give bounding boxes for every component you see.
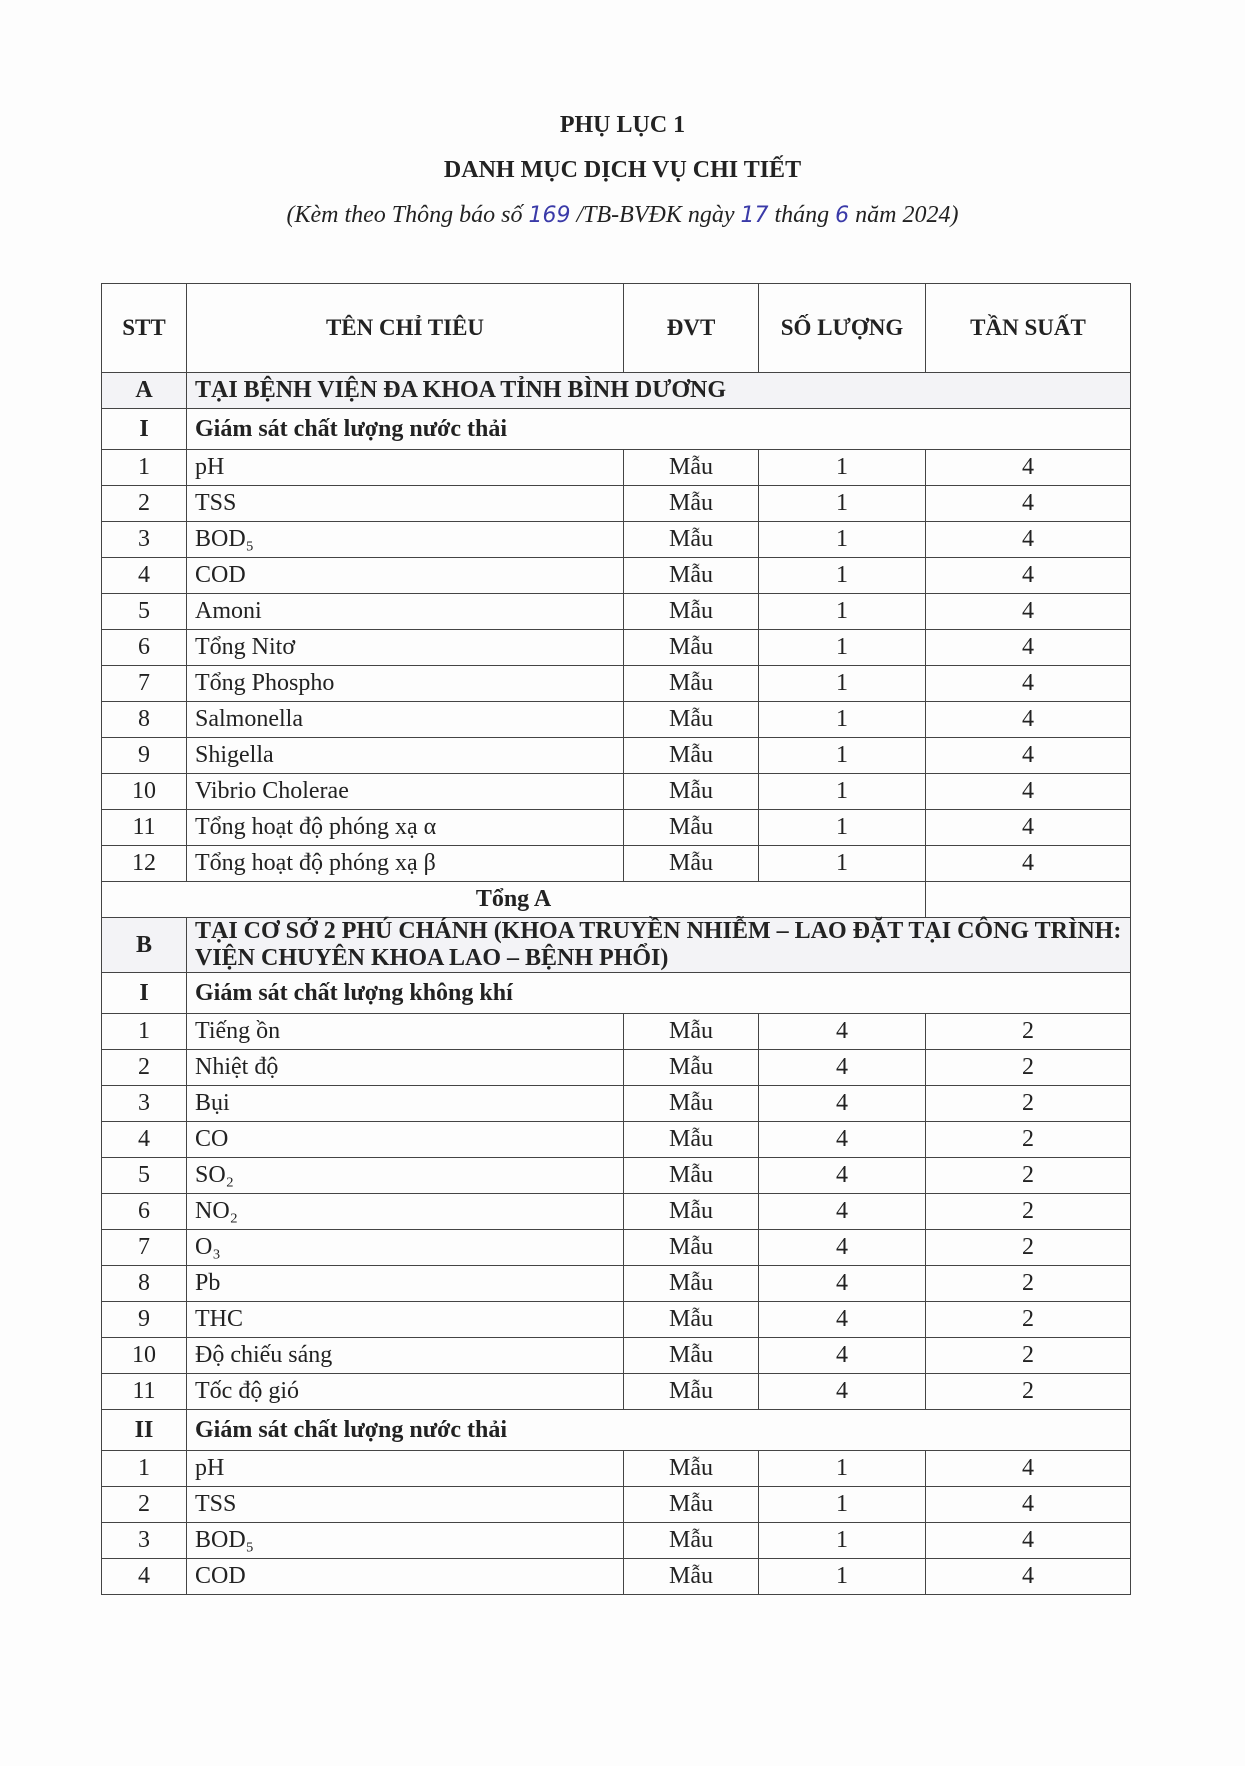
row-frequency: 2 (926, 1266, 1131, 1302)
row-unit: Mẫu (624, 594, 759, 630)
row-frequency: 4 (926, 666, 1131, 702)
row-unit: Mẫu (624, 1559, 759, 1595)
service-table (101, 283, 1131, 1595)
row-name: Shigella (187, 738, 624, 774)
row-stt: 9 (102, 738, 187, 774)
ref-number: 169 (528, 203, 571, 228)
row-name: BOD₅ (187, 1523, 624, 1559)
row-quantity: 4 (759, 1374, 926, 1410)
row-frequency: 4 (926, 738, 1131, 774)
table-row (102, 630, 1131, 666)
row-unit: Mẫu (624, 1302, 759, 1338)
row-frequency: 4 (926, 846, 1131, 882)
row-quantity: 1 (759, 666, 926, 702)
group-code: I (102, 409, 187, 450)
row-name: Tổng Phospho (187, 666, 624, 702)
row-name: COD (187, 1559, 624, 1595)
row-frequency: 2 (926, 1122, 1131, 1158)
row-name: Vibrio Cholerae (187, 774, 624, 810)
row-stt: 10 (102, 1338, 187, 1374)
row-quantity: 1 (759, 738, 926, 774)
row-name: pH (187, 450, 624, 486)
table-row (102, 810, 1131, 846)
row-quantity: 4 (759, 1338, 926, 1374)
row-stt: 11 (102, 810, 187, 846)
row-quantity: 4 (759, 1122, 926, 1158)
row-frequency: 2 (926, 1158, 1131, 1194)
row-quantity: 4 (759, 1230, 926, 1266)
row-frequency: 4 (926, 594, 1131, 630)
row-stt: 6 (102, 1194, 187, 1230)
row-name: TSS (187, 1487, 624, 1523)
table-row (102, 1158, 1131, 1194)
row-name: THC (187, 1302, 624, 1338)
table-row (102, 774, 1131, 810)
row-frequency: 2 (926, 1302, 1131, 1338)
table-row (102, 558, 1131, 594)
row-quantity: 1 (759, 846, 926, 882)
section-code: B (102, 918, 187, 973)
row-frequency: 4 (926, 522, 1131, 558)
row-stt: 9 (102, 1302, 187, 1338)
ref-month-label: tháng (768, 202, 836, 228)
row-stt: 8 (102, 1266, 187, 1302)
group-row (102, 409, 1131, 450)
row-name: Tổng hoạt độ phóng xạ β (187, 846, 624, 882)
row-unit: Mẫu (624, 558, 759, 594)
table-row (102, 1050, 1131, 1086)
row-frequency: 4 (926, 1559, 1131, 1595)
row-frequency: 2 (926, 1230, 1131, 1266)
table-row (102, 594, 1131, 630)
row-quantity: 1 (759, 594, 926, 630)
col-frequency: TẦN SUẤT (926, 284, 1131, 373)
table-row (102, 1338, 1131, 1374)
row-quantity: 4 (759, 1014, 926, 1050)
row-stt: 2 (102, 1487, 187, 1523)
ref-day: 17 (740, 203, 769, 228)
row-frequency: 4 (926, 630, 1131, 666)
ref-year: năm 2024) (849, 202, 959, 228)
group-row (102, 1410, 1131, 1451)
row-name: SO₂ (187, 1158, 624, 1194)
row-stt: 2 (102, 1050, 187, 1086)
row-unit: Mẫu (624, 1014, 759, 1050)
row-unit: Mẫu (624, 702, 759, 738)
table-row (102, 522, 1131, 558)
table-row (102, 1122, 1131, 1158)
row-frequency: 2 (926, 1014, 1131, 1050)
section-row (102, 373, 1131, 409)
row-unit: Mẫu (624, 1266, 759, 1302)
row-name: COD (187, 558, 624, 594)
row-stt: 7 (102, 666, 187, 702)
row-name: Amoni (187, 594, 624, 630)
row-stt: 3 (102, 1523, 187, 1559)
row-name: Tổng hoạt độ phóng xạ α (187, 810, 624, 846)
table-row (102, 1194, 1131, 1230)
row-name: pH (187, 1451, 624, 1487)
row-unit: Mẫu (624, 666, 759, 702)
row-stt: 11 (102, 1374, 187, 1410)
reference-line (0, 202, 1245, 229)
row-frequency: 4 (926, 1523, 1131, 1559)
row-quantity: 4 (759, 1158, 926, 1194)
row-quantity: 1 (759, 522, 926, 558)
row-frequency: 2 (926, 1050, 1131, 1086)
row-frequency: 2 (926, 1086, 1131, 1122)
row-unit: Mẫu (624, 450, 759, 486)
table-row (102, 1451, 1131, 1487)
row-unit: Mẫu (624, 810, 759, 846)
row-frequency: 4 (926, 702, 1131, 738)
row-name: Pb (187, 1266, 624, 1302)
row-quantity: 1 (759, 450, 926, 486)
row-unit: Mẫu (624, 1122, 759, 1158)
table-row (102, 738, 1131, 774)
appendix-subtitle: DANH MỤC DỊCH VỤ CHI TIẾT (443, 157, 802, 183)
group-code: I (102, 973, 187, 1014)
row-stt: 10 (102, 774, 187, 810)
row-quantity: 1 (759, 702, 926, 738)
table-row (102, 1086, 1131, 1122)
row-quantity: 1 (759, 774, 926, 810)
total-value (926, 882, 1131, 918)
row-stt: 1 (102, 1451, 187, 1487)
row-quantity: 4 (759, 1086, 926, 1122)
row-unit: Mẫu (624, 630, 759, 666)
table-row (102, 1374, 1131, 1410)
row-quantity: 1 (759, 630, 926, 666)
row-unit: Mẫu (624, 846, 759, 882)
row-name: BOD₅ (187, 522, 624, 558)
ref-prefix: (Kèm theo Thông báo số (286, 202, 529, 228)
row-name: TSS (187, 486, 624, 522)
row-stt: 5 (102, 1158, 187, 1194)
row-name: Nhiệt độ (187, 1050, 624, 1086)
row-unit: Mẫu (624, 1338, 759, 1374)
table-row (102, 450, 1131, 486)
section-row (102, 918, 1131, 973)
col-stt: STT (102, 284, 187, 373)
group-title: Giám sát chất lượng nước thải (187, 1410, 1131, 1451)
row-quantity: 1 (759, 558, 926, 594)
row-frequency: 4 (926, 1451, 1131, 1487)
row-quantity: 4 (759, 1266, 926, 1302)
row-name: Tốc độ gió (187, 1374, 624, 1410)
row-unit: Mẫu (624, 1050, 759, 1086)
row-frequency: 4 (926, 1487, 1131, 1523)
row-quantity: 1 (759, 1559, 926, 1595)
row-quantity: 4 (759, 1302, 926, 1338)
row-frequency: 4 (926, 774, 1131, 810)
row-stt: 6 (102, 630, 187, 666)
table-row (102, 1523, 1131, 1559)
group-title: Giám sát chất lượng nước thải (187, 409, 1131, 450)
row-name: Tổng Nitơ (187, 630, 624, 666)
section-code: A (102, 373, 187, 409)
col-name: TÊN CHỈ TIÊU (187, 284, 624, 373)
row-unit: Mẫu (624, 738, 759, 774)
row-stt: 8 (102, 702, 187, 738)
row-unit: Mẫu (624, 522, 759, 558)
total-label: Tổng A (102, 882, 926, 918)
row-name: Tiếng ồn (187, 1014, 624, 1050)
row-stt: 3 (102, 522, 187, 558)
row-unit: Mẫu (624, 1487, 759, 1523)
group-code: II (102, 1410, 187, 1451)
row-unit: Mẫu (624, 1158, 759, 1194)
section-title: TẠI BỆNH VIỆN ĐA KHOA TỈNH BÌNH DƯƠNG (187, 373, 1131, 409)
table-row (102, 1014, 1131, 1050)
row-frequency: 4 (926, 558, 1131, 594)
table-row (102, 1266, 1131, 1302)
group-title: Giám sát chất lượng không khí (187, 973, 1131, 1014)
row-quantity: 1 (759, 486, 926, 522)
ref-mid: /TB-BVĐK ngày (570, 202, 741, 228)
ref-month: 6 (835, 203, 850, 228)
row-stt: 7 (102, 1230, 187, 1266)
total-row (102, 882, 1131, 918)
col-quantity: SỐ LƯỢNG (759, 284, 926, 373)
row-quantity: 1 (759, 1523, 926, 1559)
row-unit: Mẫu (624, 1230, 759, 1266)
row-stt: 1 (102, 450, 187, 486)
row-stt: 5 (102, 594, 187, 630)
row-quantity: 4 (759, 1050, 926, 1086)
row-unit: Mẫu (624, 486, 759, 522)
row-quantity: 4 (759, 1194, 926, 1230)
group-row (102, 973, 1131, 1014)
table-row (102, 666, 1131, 702)
row-name: O₃ (187, 1230, 624, 1266)
row-name: CO (187, 1122, 624, 1158)
row-unit: Mẫu (624, 774, 759, 810)
row-name: NO₂ (187, 1194, 624, 1230)
row-stt: 4 (102, 558, 187, 594)
row-unit: Mẫu (624, 1086, 759, 1122)
row-quantity: 1 (759, 1451, 926, 1487)
row-stt: 1 (102, 1014, 187, 1050)
table-row (102, 1487, 1131, 1523)
table-row (102, 846, 1131, 882)
table-row (102, 702, 1131, 738)
table-row (102, 1302, 1131, 1338)
row-stt: 12 (102, 846, 187, 882)
row-frequency: 4 (926, 450, 1131, 486)
table-row (102, 486, 1131, 522)
col-unit: ĐVT (624, 284, 759, 373)
row-unit: Mẫu (624, 1374, 759, 1410)
row-frequency: 4 (926, 810, 1131, 846)
row-frequency: 2 (926, 1374, 1131, 1410)
row-stt: 4 (102, 1559, 187, 1595)
row-frequency: 4 (926, 486, 1131, 522)
appendix-title: PHỤ LỤC 1 (559, 112, 686, 138)
table-row (102, 1559, 1131, 1595)
row-quantity: 1 (759, 1487, 926, 1523)
row-quantity: 1 (759, 810, 926, 846)
table-header (102, 284, 1131, 373)
row-name: Salmonella (187, 702, 624, 738)
row-stt: 4 (102, 1122, 187, 1158)
row-frequency: 2 (926, 1194, 1131, 1230)
row-name: Độ chiếu sáng (187, 1338, 624, 1374)
row-stt: 3 (102, 1086, 187, 1122)
row-unit: Mẫu (624, 1451, 759, 1487)
section-title: TẠI CƠ SỞ 2 PHÚ CHÁNH (KHOA TRUYỀN NHIỄM – LAO ĐẶT TẠI CÔNG TRÌNH: VIỆN CHUYÊN KHOA LAO – BỆNH PHỔI) (187, 918, 1131, 973)
row-unit: Mẫu (624, 1194, 759, 1230)
row-name: Bụi (187, 1086, 624, 1122)
table-row (102, 1230, 1131, 1266)
row-frequency: 2 (926, 1338, 1131, 1374)
row-stt: 2 (102, 486, 187, 522)
row-unit: Mẫu (624, 1523, 759, 1559)
